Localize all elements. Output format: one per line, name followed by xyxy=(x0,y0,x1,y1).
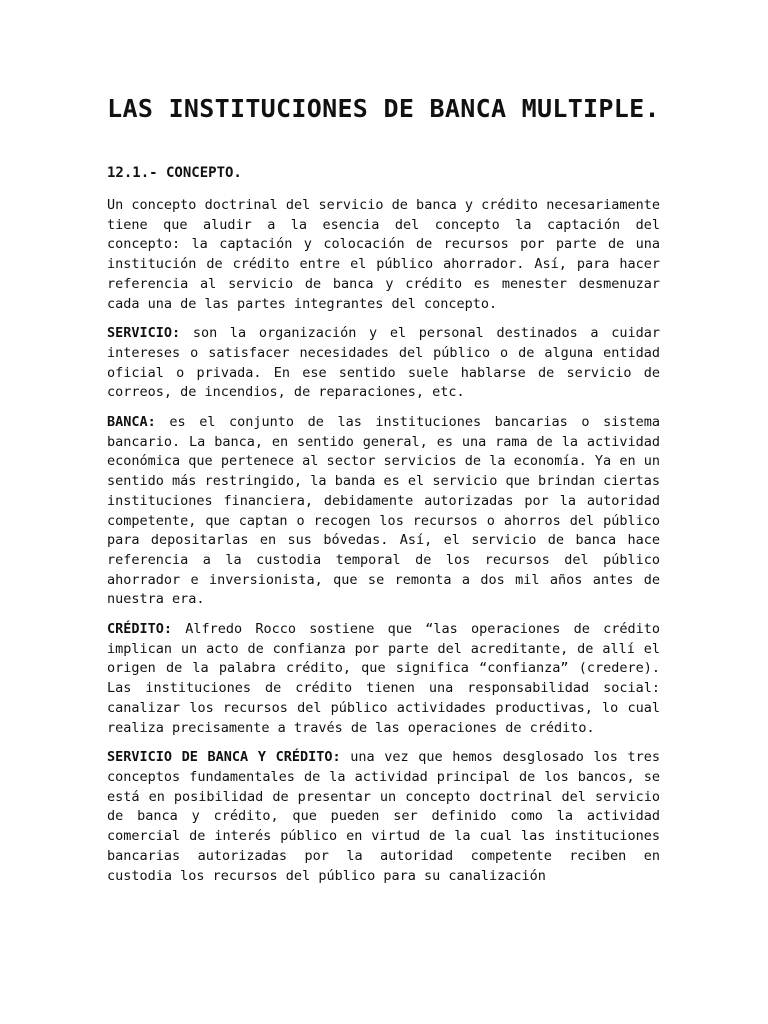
definition-banca xyxy=(107,413,660,610)
definition-term: CRÉDITO: xyxy=(107,621,173,638)
intro-paragraph: Un concepto doctrinal del servicio de banca y crédito necesariamente tiene que aludir a la esencia del concepto la captación del concepto: la captación y colocación de recursos por parte de una institución de crédito entre el público ahorrador. Así, para hacer referencia al servicio de banca y crédito es menester desmenuzar cada una de las partes integrantes del concepto. xyxy=(107,197,660,312)
definition-text: una vez que hemos desglosado los tres conceptos fundamentales de la actividad principal de los bancos, se está en posibilidad de presentar un concepto doctrinal del servicio de banca y crédito, que pueden ser definido como la actividad comercial de interés público en virtud de la cual las instituciones bancarias autorizadas por la autoridad competente reciben en custodia los recursos del público para su canalización xyxy=(107,749,661,884)
definition-text: Alfredo Rocco sostiene que “las operaciones de crédito implican un acto de confianza por parte del acreditante, de allí el origen de la palabra crédito, que significa “confianza” (credere). Las instituciones de crédito tienen una responsabilidad social: canalizar los recursos del público actividades productivas, lo cual realiza precisamente a través de las operaciones de crédito. xyxy=(107,621,660,736)
section-heading: 12.1.- CONCEPTO. xyxy=(107,165,242,181)
definition-term: BANCA: xyxy=(107,414,156,431)
document-page xyxy=(107,0,660,886)
definition-term: SERVICIO DE BANCA Y CRÉDITO: xyxy=(107,749,341,766)
document-title: LAS INSTITUCIONES DE BANCA MULTIPLE. xyxy=(107,94,660,123)
definition-term: SERVICIO: xyxy=(107,325,181,342)
definition-text: es el conjunto de las instituciones bancarias o sistema bancario. La banca, en sentido general, es una rama de la actividad económica que pertenece al sector servicios de la economía. Ya en un sentido más restringido, la banda es el servicio que brindan ciertas instituciones financiera, debidamente autorizadas por la autoridad competente, que captan o recogen los recursos o ahorros del público para depositarlas en sus bóvedas. Así, el servicio de banca hace referencia a la custodia temporal de los recursos del público ahorrador e inversionista, que se remonta a dos mil años antes de nuestra era. xyxy=(107,414,660,608)
definition-credito xyxy=(107,620,660,738)
definition-servicio-banca-credito xyxy=(107,748,660,886)
definition-servicio xyxy=(107,324,660,403)
definition-text: son la organización y el personal destinados a cuidar intereses o satisfacer necesidades del público o de alguna entidad oficial o privada. En ese sentido suele hablarse de servicio de correos, de incendios, de reparaciones, etc. xyxy=(107,325,660,401)
